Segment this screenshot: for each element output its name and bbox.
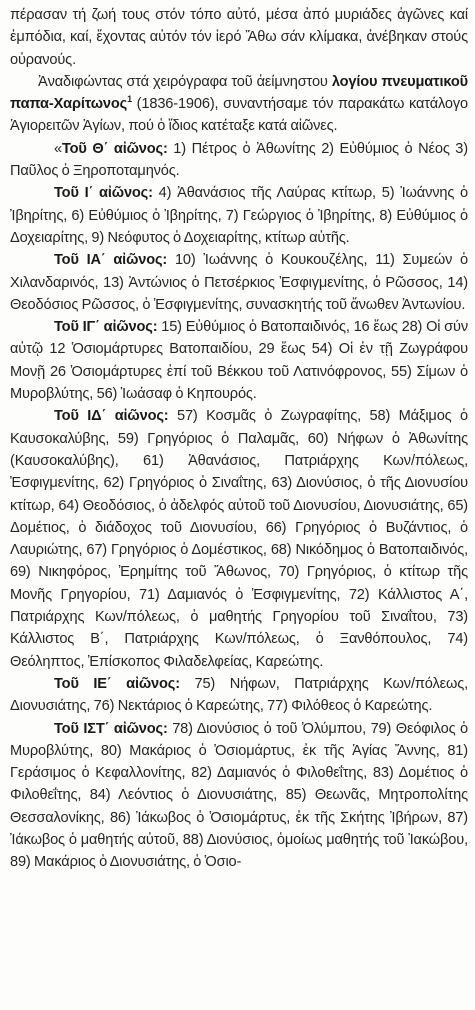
- text-run: 4) Ἀθανάσιος τῆς Λαύρας κτίτωρ, 5) Ἰωάννης ὁ Ἰβηρίτης, 6) Εὐθύμιος ὁ Ἰβηρίτης, 7) Γεώργιος ὁ Ἰβηρίτης, 8) Εὐθύμιος ὁ Δοχειαρίτης, 9) Νεόφυτος ὁ Δοχειαρίτης, κτίτωρ αὐτῆς.: [10, 185, 469, 246]
- bold-heading-run: Τοῦ ΙΔ΄ αἰῶνος:: [54, 408, 169, 425]
- paragraph-century-14: [10, 405, 468, 673]
- document-page: [10, 4, 468, 874]
- text-run: πέρασαν τή ζωή τους στόν τόπο αὐτό, μέσα ἀπό μυριάδες ἀγῶνες καί ἐμπόδια, καί, ἔχοντας αὐτόν τόν ἱερό Ἄθω σάν κλίμακα, ἀνέβηκαν στούς οὐρανούς.: [10, 7, 468, 68]
- text-run: «: [54, 140, 62, 157]
- text-run: 10) Ἰωάννης ὁ Κουκουζέλης, 11) Συμεών ὁ Χιλανδαρινός, 13) Ἀντώνιος ὁ Πετσέρκιος Ἐσφιγμενίτης, ὁ Ρῶσσος, 14) Θεοδόσιος Ρῶσσος, ὁ Ἐσφιγμενίτης, συνασκητής τοῦ ἄνωθεν Ἀντωνίου.: [10, 252, 468, 313]
- text-run: 78) Διονύσιος ὁ τοῦ Ὀλύμπου, 79) Θεόφιλος ὁ Μυροβλύτης, 80) Μακάριος ὁ Ὁσιομάρτυς, ἐκ τῆς Ἁγίας Ἄννης, 81) Γεράσιμος ὁ Κεφαλλονίτης, 82) Δαμιανός ὁ Φιλοθεΐτης, 83) Δομέτιος ὁ Φιλοθεΐτης, 84) Λεόντιος ὁ Διονυσιάτης, 85) Θεωνᾶς, Μητροπολίτης Θεσσαλονίκης, 86) Ἰάκωβος ὁ Ὁσιομάρτυς, ἐκ τῆς Σκήτης Ἰβήρων, 87) Ἰάκωβος ὁ μαθητής αὐτοῦ, 88) Διονύσιος, ὁμοίως μαθητής τοῦ Ἰακώβου, 89) Μακάριος ὁ Διονυσιάτης, ὁ Ὁσιο-: [10, 720, 468, 871]
- paragraph-century-9: [10, 138, 468, 183]
- text-run: Ἀναδιφώντας στά χειρόγραφα τοῦ ἀείμνηστου: [38, 73, 332, 90]
- paragraph-century-16: [10, 718, 468, 874]
- bold-heading-run: Τοῦ Ι΄ αἰῶνος:: [54, 185, 153, 202]
- text-run: 15) Εὐθύμιος ὁ Βατοπαιδινός, 16 ἕως 28) Οἱ σύν αὐτῷ 12 Ὁσιομάρτυρες Βατοπαιδίου, 29 ἕως 54) Οἱ ἐν τῇ Ζωγράφου Μονῇ 26 Ὁσιομάρτυρες ἐπί τοῦ Βέκκου τοῦ Λατινόφρονος, 55) Σίμων ὁ Μυροβλύτης, 56) Ἰωάσαφ ὁ Κηπουρός.: [10, 319, 469, 403]
- text-run: 57) Κοσμᾶς ὁ Ζωγραφίτης, 58) Μάξιμος ὁ Καυσοκαλύβης, 59) Γρηγόριος ὁ Παλαμᾶς, 60) Νήφων ὁ Ἀθωνίτης (Καυσοκαλύβης), 61) Ἀθανάσιος, Πατριάρχης Κων/πόλεως, Ἐσφιγμενίτης, 62) Γρηγόριος ὁ Σιναΐτης, 63) Διονύσιος, ὁ τῆς Διονυσίου κτίτωρ, 64) Θεοδόσιος, ὁ ἀδελφός αὐτοῦ τοῦ Διονυσίου, Διονυσιάτης, 65) Δομέτιος, ὁ διάδοχος τοῦ Διονυσίου, 66) Γρηγόριος ὁ Βυζάντιος, ὁ Λαυριώτης, 67) Γρηγόριος ὁ Δομέστικος, 68) Νικόδημος ὁ Βατοπαιδινός, 69) Νικηφόρος, Ἐρημίτης τοῦ Ἄθωνος, 70) Γρηγόριος, ὁ κτίτωρ τῆς Μονῆς Γρηγορίου, 71) Δαμιανός ὁ Ἐσφιγμενίτης, 72) Κάλλιστος Α΄, Πατριάρχης Κων/πόλεως, ὁ μαθητής Γρηγορίου τοῦ Σιναΐτου, 73) Κάλλιστος Β΄, Πατριάρχης Κων/πόλεως, ὁ Ξανθόπουλος, 74) Θεόληπτος, Ἐπίσκοπος Φιλαδελφείας, Καρεώτης.: [10, 408, 468, 670]
- paragraph-century-15: [10, 673, 468, 718]
- paragraph-century-10: [10, 182, 468, 249]
- paragraph-century-11: [10, 249, 468, 316]
- bold-heading-run: Τοῦ ΙΑ΄ αἰῶνος:: [54, 252, 168, 269]
- bold-heading-run: Τοῦ ΙΣΤ΄ αἰῶνος:: [54, 720, 168, 737]
- bold-heading-run: λογίου πνευματικοῦ παπα-Χαρίτωνος: [10, 73, 468, 113]
- text-run: 1) Πέτρος ὁ Ἀθωνίτης 2) Εὐθύμιος ὁ Νέος 3) Παῦλος ὁ Ξηροποταμηνός.: [10, 140, 468, 180]
- bold-heading-run: Τοῦ ΙΓ΄ αἰῶνος:: [54, 319, 158, 336]
- bold-heading-run: Τοῦ ΙΕ΄ αἰῶνος:: [54, 675, 180, 692]
- footnote-marker: 1: [127, 94, 132, 105]
- paragraph-intro-continuation: [10, 4, 468, 71]
- text-run: (1836-1906), συναντήσαμε τόν παρακάτω κατάλογο Ἁγιορειτῶν Ἁγίων, πού ὁ ἴδιος κατέταξε κατά αἰῶνες.: [10, 96, 468, 135]
- bold-heading-run: Τοῦ Θ΄ αἰῶνος:: [61, 140, 168, 157]
- paragraph-century-13: [10, 316, 468, 405]
- text-run: 75) Νήφων, Πατριάρχης Κων/πόλεως, Διονυσιάτης, 76) Νεκτάριος ὁ Καρεώτης, 77) Φιλόθεος ὁ Καρεώτης.: [10, 675, 468, 715]
- paragraph-manuscripts-intro: [10, 71, 468, 138]
